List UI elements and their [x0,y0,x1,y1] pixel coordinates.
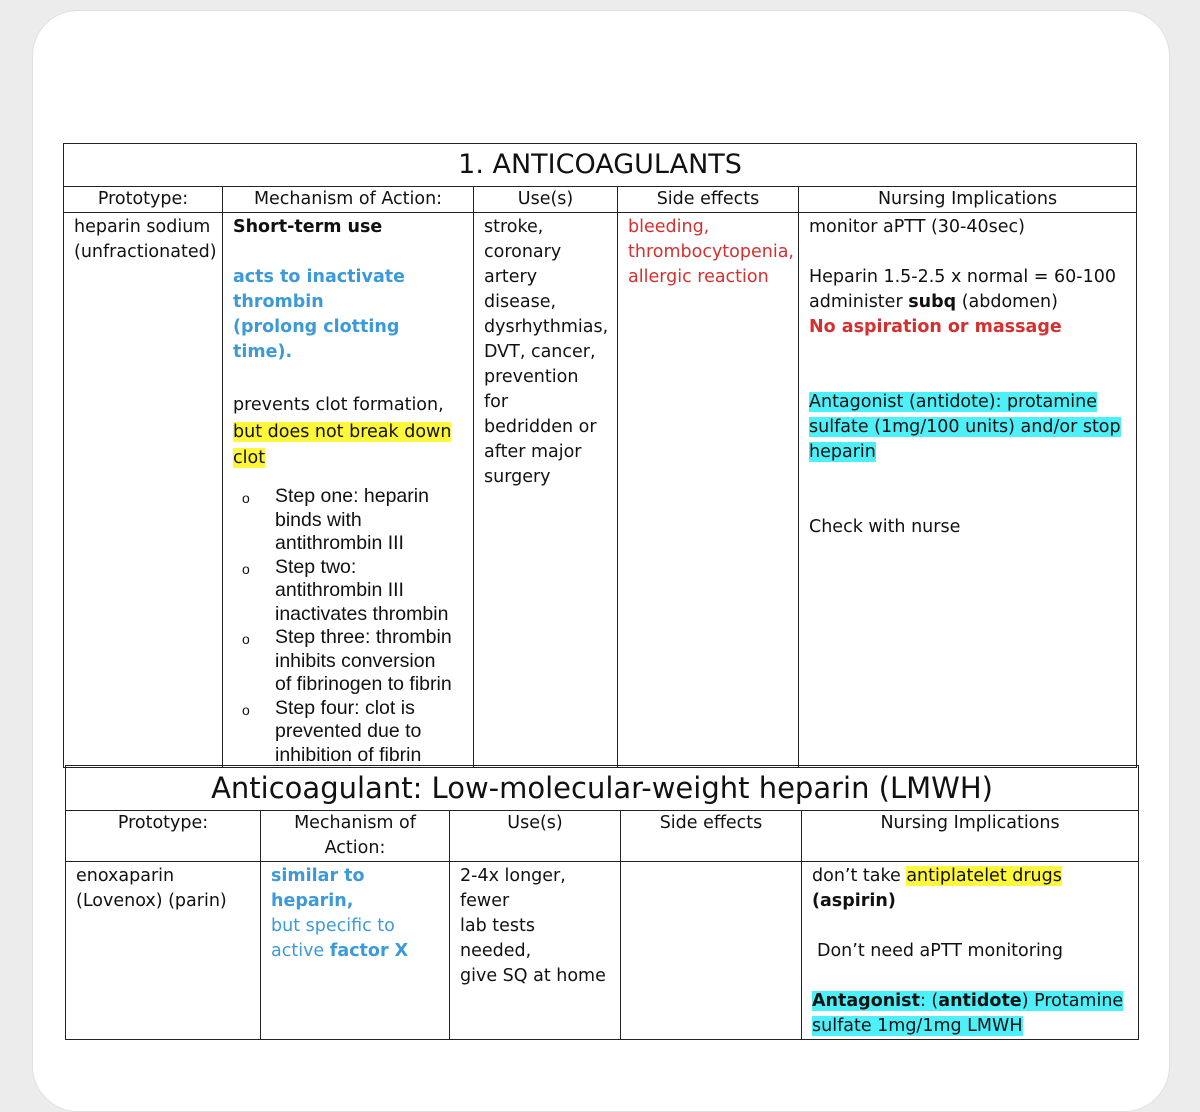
antidote-highlight: sulfate (1mg/100 units) and/or stop [809,417,1121,437]
highlight-text: clot [233,448,266,468]
table-title: Anticoagulant: Low-molecular-weight heparin (LMWH) [66,766,1139,811]
highlight-text: but does not break down [233,422,452,442]
header-uses: Use(s) [474,187,618,213]
lmwh-table [65,765,1139,1040]
header-prototype: Prototype: [66,811,261,862]
nursing-cell: don’t take antiplatelet drugs (aspirin) Don’t need aPTT monitoring Antagonist: (antidote) Protamine sulfate 1mg/1mg LMWH [802,862,1139,1040]
header-mechanism: Mechanism of Action: [223,187,474,213]
table-row [64,213,1137,768]
header-side-effects: Side effects [618,187,799,213]
list-item: o Step one: heparin binds with antithrombin III [242,485,429,554]
uses-cell: stroke, coronary artery disease, dysrhythmias, DVT, cancer, prevention for bedridden or after major surgery [474,213,618,768]
mechanism-cell: similar to heparin, but specific to active factor X [261,862,450,1040]
steps-list [233,485,463,767]
list-item: o Step three: thrombin inhibits conversion of fibrinogen to fibrin [242,626,452,695]
header-nursing: Nursing Implications [799,187,1137,213]
list-item: o Step two: antithrombin III inactivates thrombin [242,555,449,625]
table-row [66,862,1139,1040]
table-title: 1. ANTICOAGULANTS [64,144,1137,187]
header-uses: Use(s) [450,811,621,862]
highlight-text: antiplatelet drugs [906,866,1062,886]
bullet-icon: o [242,701,250,718]
header-side-effects: Side effects [621,811,802,862]
uses-cell: 2-4x longer, fewer lab tests needed, give SQ at home [450,862,621,1040]
nursing-cell: monitor aPTT (30-40sec) Heparin 1.5-2.5 x normal = 60-100 administer subq (abdomen) No aspiration or massage Antagonist (antidote): protamine sulfate (1mg/100 units) and/or stop heparin Check with nurse [799,213,1137,768]
bullet-icon: o [242,631,250,647]
mechanism-cell: Short-term use acts to inactivate thrombin (prolong clotting time). prevents clot formation, but does not break down clot o Step one: heparin binds with antithrombin III o Step two: antithrombin III inactivates thrombin o Step three: thrombin inhibits conversion of fibrinogen to fibrin o Step four: clot is prevented due to inhibition of fibrin [223,213,474,768]
antidote-highlight: Antagonist: (antidote) Protamine [812,991,1124,1011]
antidote-highlight: sulfate 1mg/1mg LMWH [812,1016,1023,1036]
anticoagulants-table [63,143,1137,768]
side-effects-cell [621,862,802,1040]
prototype-cell: enoxaparin (Lovenox) (parin) [66,862,261,1040]
antidote-highlight: Antagonist (antidote): protamine [809,392,1098,412]
list-item: o Step four: clot is prevented due to inhibition of fibrin [242,696,422,766]
bullet-icon: o [242,560,250,577]
header-row [64,187,1137,213]
header-row [66,811,1139,862]
prototype-cell: heparin sodium (unfractionated) [64,213,223,768]
header-prototype: Prototype: [64,187,223,213]
bullet-icon: o [242,490,250,506]
header-nursing: Nursing Implications [802,811,1139,862]
antidote-highlight: heparin [809,442,876,462]
header-mechanism: Mechanism of Action: [261,811,450,862]
side-effects-cell: bleeding, thrombocytopenia, allergic reaction [618,213,799,768]
